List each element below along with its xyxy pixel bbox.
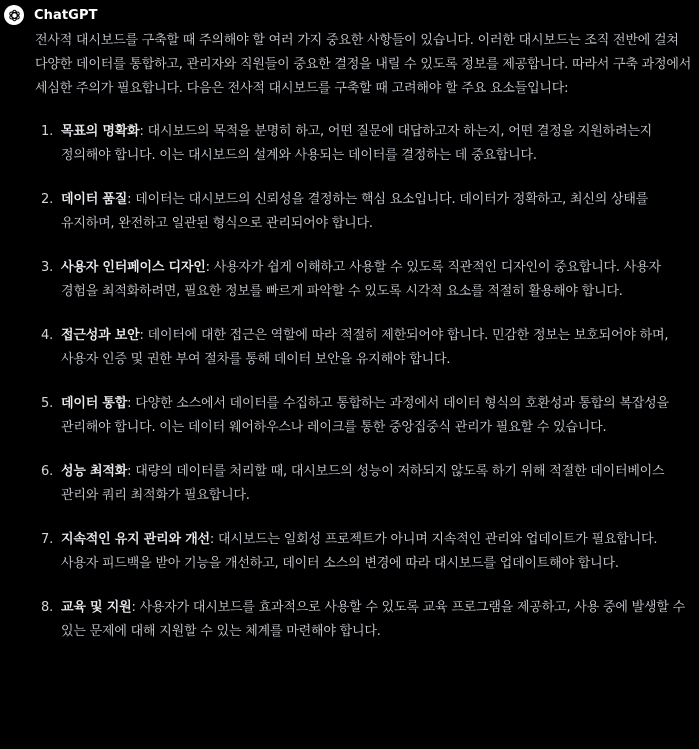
- list-item-term: 교육 및 지원: [61, 600, 132, 615]
- list-item-text: : 대시보드의 목적을 분명히 하고, 어떤 질문에 대답하고자 하는지, 어떤 결정을 지원하려는지 정의해야 합니다. 이는 대시보드의 설계와 사용되는 데이터를 결정하는 데 중요합니다.: [61, 124, 653, 163]
- list-item-number: 6.: [41, 464, 54, 479]
- list-item-number: 5.: [41, 396, 54, 411]
- list-item: [35, 256, 694, 304]
- list-item-text: : 사용자가 쉽게 이해하고 사용할 수 있도록 직관적인 디자인이 중요합니다. 사용자 경험을 최적화하려면, 필요한 정보를 빠르게 파악할 수 있도록 시각적 요소를 적절히 활용해야 합니다.: [61, 260, 661, 299]
- list-item-term: 접근성과 보안: [61, 328, 140, 343]
- list-item-number: 8.: [41, 600, 54, 615]
- list-item-term: 데이터 품질: [61, 192, 128, 207]
- list-item-term: 목표의 명확화: [61, 124, 140, 139]
- list-item-text: : 데이터에 대한 접근은 역할에 따라 적절히 제한되어야 합니다. 민감한 정보는 보호되어야 하며, 사용자 인증 및 권한 부여 절차를 통해 데이터 보안을 유지해야 합니다.: [61, 328, 669, 367]
- list-item-text: : 대시보드는 일회성 프로젝트가 아니며 지속적인 관리와 업데이트가 필요합니다. 사용자 피드백을 받아 기능을 개선하고, 데이터 소스의 변경에 따라 대시보드를 업데이트해야 합니다.: [61, 532, 658, 571]
- list-item-number: 7.: [41, 532, 54, 547]
- openai-logo-icon: [7, 8, 22, 23]
- list-item: [35, 392, 694, 440]
- list-item: [35, 460, 694, 508]
- intro-paragraph: 전사적 대시보드를 구축할 때 주의해야 할 여러 가지 중요한 사항들이 있습니다. 이러한 대시보드는 조직 전반에 걸쳐 다양한 데이터를 통합하고, 관리자와 직원들이 중요한 결정을 내릴 수 있도록 정보를 제공합니다. 따라서 구축 과정에서 세심한 주의가 필요합니다. 다음은 전사적 대시보드를 구축할 때 고려해야 할 주요 요소들입니다:: [35, 33, 692, 96]
- list-item-term: 성능 최적화: [61, 464, 128, 479]
- list-item: [35, 596, 694, 644]
- list-item-number: 1.: [41, 124, 54, 139]
- list-item-term: 데이터 통합: [61, 396, 128, 411]
- list-item-term: 사용자 인터페이스 디자인: [61, 260, 206, 275]
- considerations-list: [35, 120, 694, 644]
- list-item-text: : 사용자가 대시보드를 효과적으로 사용할 수 있도록 교육 프로그램을 제공하고, 사용 중에 발생할 수 있는 문제에 대해 지원할 수 있는 체계를 마련해야 합니다.: [61, 600, 686, 639]
- list-item-number: 2.: [41, 192, 54, 207]
- list-item-text: : 다양한 소스에서 데이터를 수집하고 통합하는 과정에서 데이터 형식의 호환성과 통합의 복잡성을 관리해야 합니다. 이는 데이터 웨어하우스나 레이크를 통한 중앙집중식 관리가 필요할 수 있습니다.: [61, 396, 669, 435]
- list-item-text: : 대량의 데이터를 처리할 때, 대시보드의 성능이 저하되지 않도록 하기 위해 적절한 데이터베이스 관리와 쿼리 최적화가 필요합니다.: [61, 464, 665, 503]
- message-header: [4, 5, 98, 25]
- message-content: [35, 29, 694, 644]
- list-item-number: 3.: [41, 260, 54, 275]
- list-item: [35, 188, 694, 236]
- list-item-text: : 데이터는 대시보드의 신뢰성을 결정하는 핵심 요소입니다. 데이터가 정확하고, 최신의 상태를 유지하며, 완전하고 일관된 형식으로 관리되어야 합니다.: [61, 192, 649, 231]
- list-item: [35, 120, 694, 168]
- author-name: ChatGPT: [34, 7, 98, 23]
- list-item-term: 지속적인 유지 관리와 개선: [61, 532, 210, 547]
- list-item: [35, 528, 694, 576]
- chatgpt-avatar: [4, 5, 24, 25]
- list-item-number: 4.: [41, 328, 54, 343]
- list-item: [35, 324, 694, 372]
